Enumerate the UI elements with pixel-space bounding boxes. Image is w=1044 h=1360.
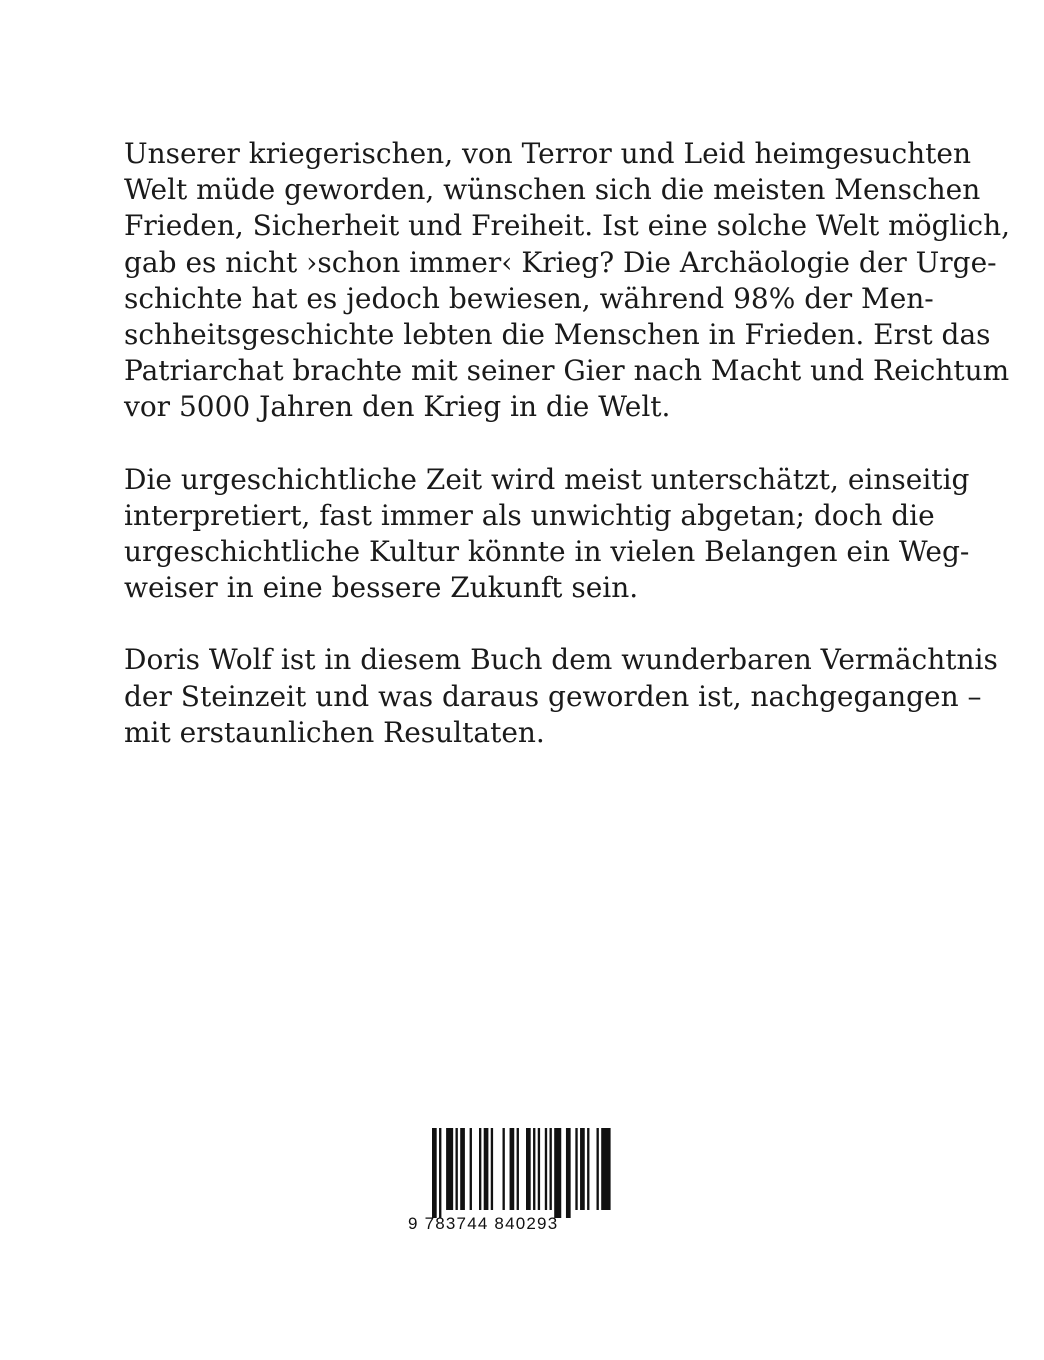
barcode-bar	[526, 1128, 531, 1210]
barcode-bar	[446, 1128, 453, 1210]
barcode-bar	[503, 1128, 505, 1210]
paragraph-1	[124, 136, 1011, 426]
text-line: interpretiert, fast immer als unwichtig abgetan; doch die	[124, 498, 935, 532]
text-line: Doris Wolf ist in diesem Buch dem wunderbaren Vermächtnis	[124, 643, 998, 677]
barcode-bar	[580, 1128, 585, 1210]
text-line: schichte hat es jedoch bewiesen, während 98% der Men-	[124, 281, 934, 315]
barcode-bar	[470, 1128, 472, 1210]
text-line: Welt müde geworden, wünschen sich die meisten Menschen	[124, 173, 981, 207]
barcode-bar	[587, 1128, 589, 1210]
barcode-bars	[408, 1126, 614, 1218]
barcode-bar	[550, 1128, 552, 1210]
barcode-bar	[554, 1128, 561, 1218]
text-line: urgeschichtliche Kultur könnte in vielen Belangen ein Weg-	[124, 535, 970, 569]
barcode-bar	[533, 1128, 535, 1210]
text-line: mit erstaunlichen Resultaten.	[124, 715, 545, 749]
text-line: vor 5000 Jahren den Krieg in die Welt.	[124, 390, 671, 424]
text-line: schheitsgeschichte lebten die Menschen in Frieden. Erst das	[124, 318, 991, 352]
paragraph-2	[124, 462, 970, 607]
barcode-bar	[575, 1128, 577, 1210]
barcode-bar	[566, 1128, 571, 1218]
barcode-bar	[460, 1128, 465, 1210]
barcode-bar	[484, 1128, 489, 1210]
barcode-bar	[517, 1128, 519, 1210]
paragraph-3	[124, 642, 998, 751]
barcode-bar	[432, 1128, 437, 1218]
barcode-bar	[601, 1128, 610, 1210]
barcode-bar	[597, 1128, 599, 1210]
isbn-number: 9 783744 840293	[408, 1214, 559, 1233]
isbn-barcode	[408, 1126, 614, 1233]
barcode-bar	[538, 1128, 540, 1210]
barcode-bar	[439, 1128, 441, 1218]
text-line: Unserer kriegerischen, von Terror und Leid heimgesuchten	[124, 137, 972, 170]
blurb-text	[124, 136, 1011, 787]
text-line: gab es nicht ›schon immer‹ Krieg? Die Archäologie der Urge-	[124, 245, 997, 279]
text-line: Die urgeschichtliche Zeit wird meist unterschätzt, einseitig	[124, 462, 970, 496]
barcode-bar	[510, 1128, 515, 1210]
barcode-bar	[456, 1128, 458, 1210]
text-line: Frieden, Sicherheit und Freiheit. Ist eine solche Welt möglich,	[124, 209, 1011, 243]
text-line: weiser in eine bessere Zukunft sein.	[124, 571, 639, 605]
text-line: der Steinzeit und was daraus geworden ist, nachgegangen –	[124, 679, 982, 713]
barcode-bar	[479, 1128, 481, 1210]
text-line: Patriarchat brachte mit seiner Gier nach Macht und Reichtum	[124, 354, 1010, 388]
barcode-bar	[491, 1128, 493, 1210]
barcode-bar	[545, 1128, 547, 1210]
